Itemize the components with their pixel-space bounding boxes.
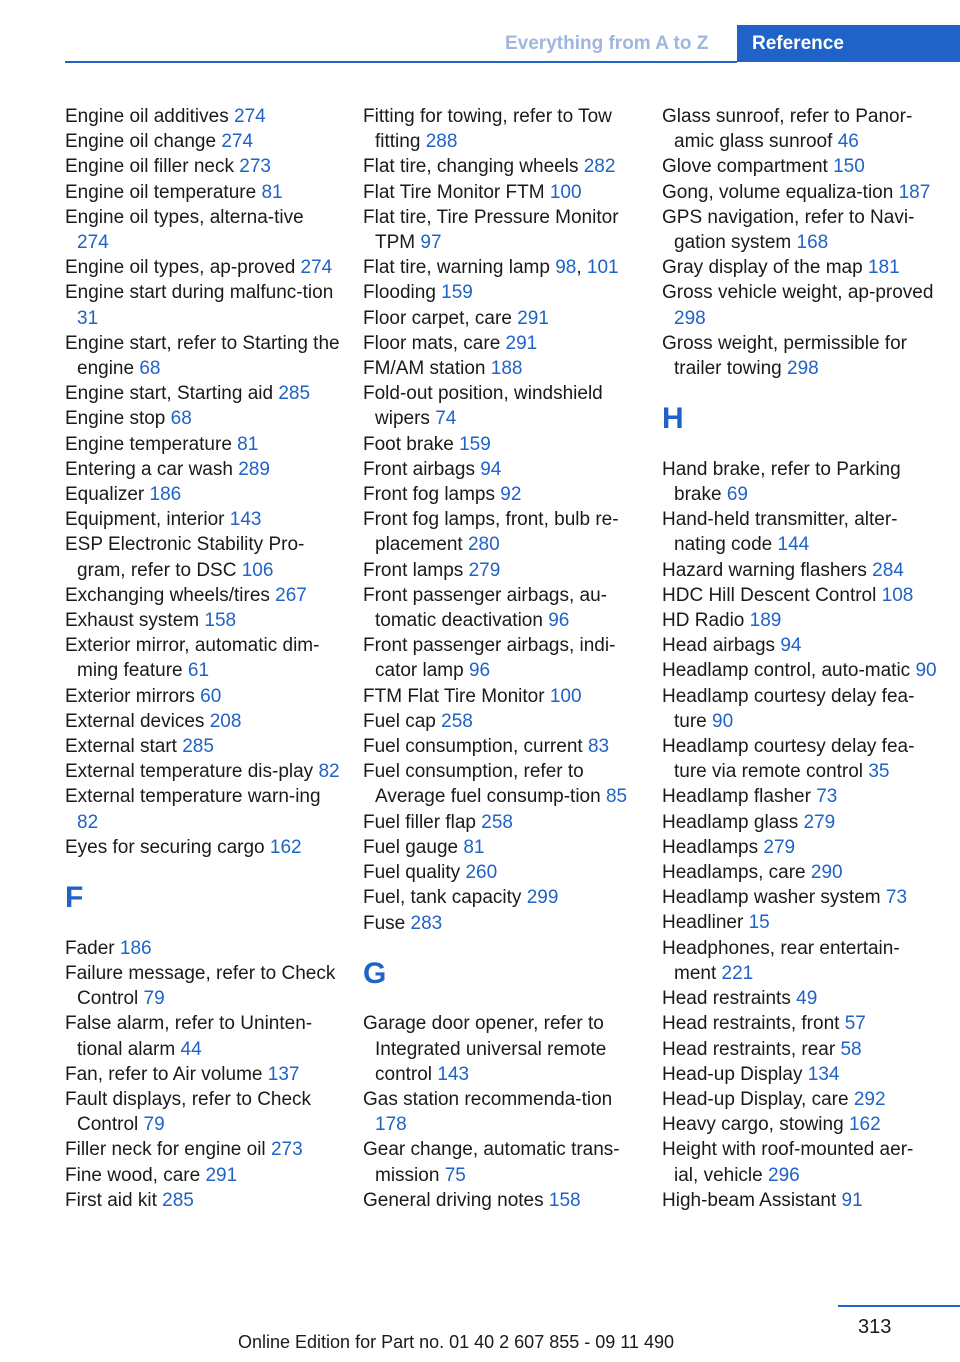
page-link[interactable]: 82 <box>77 811 99 833</box>
index-term: Fuse <box>363 912 406 934</box>
index-entry <box>65 432 340 457</box>
page-link[interactable]: 144 <box>777 534 810 556</box>
index-term: Head airbags <box>662 635 776 657</box>
page-number-rule <box>838 1305 960 1307</box>
index-column-3 <box>662 104 937 1213</box>
index-entry <box>65 1011 340 1061</box>
index-term: Fold-out position, windshield wipers <box>363 383 603 430</box>
index-entry <box>662 658 937 683</box>
page-link[interactable]: 290 <box>810 862 843 884</box>
index-entry <box>363 835 638 860</box>
page-link[interactable]: 298 <box>674 307 706 329</box>
page-link[interactable]: 94 <box>780 635 802 657</box>
index-term: Gross weight, permissible for trailer towing <box>662 332 907 380</box>
index-term: Fuel consumption, current <box>363 736 583 758</box>
page-link[interactable]: 284 <box>872 559 904 581</box>
index-term: High-beam Assistant <box>662 1189 837 1211</box>
page-link[interactable]: 61 <box>187 660 210 682</box>
page-link[interactable]: 178 <box>375 1114 407 1136</box>
index-entry <box>662 784 937 809</box>
index-entry <box>363 457 638 482</box>
index-entry <box>363 558 638 583</box>
page-link[interactable]: 291 <box>517 307 549 329</box>
index-term: Equipment, interior <box>65 509 225 531</box>
index-entry <box>363 860 638 885</box>
index-term: Engine temperature <box>65 433 232 455</box>
page-link[interactable]: 98 <box>555 257 577 279</box>
index-term: GPS navigation, refer to Navi-gation system <box>662 206 915 254</box>
index-term: Hand brake, refer to Parking brake <box>662 458 901 506</box>
index-entry <box>65 255 340 280</box>
index-entry <box>65 532 340 582</box>
index-entry <box>65 633 340 683</box>
index-entry <box>65 1163 340 1188</box>
index-entry <box>662 457 937 507</box>
index-entry <box>65 507 340 532</box>
page-link[interactable]: 83 <box>587 736 610 758</box>
page-link[interactable]: 75 <box>444 1164 466 1186</box>
index-entry <box>65 1087 340 1137</box>
index-term: FM/AM station <box>363 358 486 380</box>
index-entry <box>65 961 340 1011</box>
page-link[interactable]: 296 <box>768 1164 800 1186</box>
page-link[interactable]: 96 <box>548 610 570 632</box>
index-term: Glass sunroof, refer to Panor-amic glass sunroof <box>662 106 913 153</box>
index-term: Garage door opener, refer to Integrated universal remote control <box>363 1013 607 1085</box>
index-entry <box>662 180 937 205</box>
index-entry <box>363 709 638 734</box>
index-entry <box>363 381 638 431</box>
page-link[interactable]: 108 <box>881 584 914 606</box>
page-link[interactable]: 285 <box>162 1189 194 1211</box>
page-link[interactable]: 280 <box>467 534 500 556</box>
index-column-2 <box>363 104 638 1213</box>
index-entry <box>65 608 340 633</box>
page-link[interactable]: 274 <box>221 131 254 153</box>
page-number: 313 <box>858 1316 892 1338</box>
index-term: Fuel, tank capacity <box>363 887 522 909</box>
page-link[interactable]: 274 <box>300 257 333 279</box>
page-link[interactable]: 258 <box>481 811 513 833</box>
page-link[interactable]: 273 <box>239 156 271 178</box>
index-entry <box>662 608 937 633</box>
page-link[interactable]: 94 <box>480 458 502 480</box>
index-term: Floor carpet, care <box>363 307 512 329</box>
index-entry <box>65 734 340 759</box>
index-entry <box>662 633 937 658</box>
page-link[interactable]: 186 <box>149 484 182 506</box>
index-term: Head restraints, rear <box>662 1038 836 1060</box>
index-column-1 <box>65 104 340 1213</box>
index-entry <box>65 684 340 709</box>
page-link[interactable]: 90 <box>915 660 937 682</box>
page-link[interactable]: 69 <box>726 484 748 506</box>
index-entry <box>65 154 340 179</box>
page-link[interactable]: 274 <box>234 106 266 127</box>
index-term: Headlamp courtesy delay fea-ture via remote control <box>662 736 915 783</box>
page-link[interactable]: 291 <box>205 1164 238 1186</box>
index-entry <box>65 1062 340 1087</box>
index-term: Flat tire, warning lamp <box>363 257 550 279</box>
page-link[interactable]: 285 <box>182 736 214 758</box>
index-entry <box>65 457 340 482</box>
index-entry <box>662 1037 937 1062</box>
index-entry <box>363 633 638 683</box>
page-link[interactable]: 288 <box>425 131 458 153</box>
index-entry <box>662 507 937 557</box>
index-entry <box>662 558 937 583</box>
index-term: Front passenger airbags, indi-cator lamp <box>363 635 616 682</box>
index-term: Headlamp washer system <box>662 887 881 909</box>
page-link[interactable]: 168 <box>796 232 829 254</box>
index-letter-heading: G <box>363 956 387 990</box>
index-entry <box>662 835 937 860</box>
index-entry <box>65 381 340 406</box>
index-term: General driving notes <box>363 1189 544 1211</box>
index-entry <box>363 180 638 205</box>
index-entry <box>662 154 937 179</box>
index-term: External devices <box>65 710 205 732</box>
page-link[interactable]: 46 <box>837 131 859 153</box>
page-link[interactable]: 267 <box>275 584 307 606</box>
page-link[interactable]: 31 <box>77 307 99 329</box>
index-entry <box>662 986 937 1011</box>
page-link[interactable]: 299 <box>526 887 559 909</box>
index-term: Front fog lamps <box>363 484 495 506</box>
index-term: Fuel quality <box>363 862 461 884</box>
index-entry <box>662 583 937 608</box>
index-term: Fuel cap <box>363 710 436 732</box>
page-link[interactable]: 189 <box>749 610 782 632</box>
index-term: Gear change, automatic trans-mission <box>363 1139 620 1186</box>
index-entry <box>65 709 340 734</box>
index-entry <box>363 280 638 305</box>
page-link[interactable]: 79 <box>143 988 165 1010</box>
page-link[interactable]: 283 <box>410 912 443 934</box>
page-link[interactable]: 81 <box>237 433 259 455</box>
page-link[interactable]: 100 <box>549 685 582 707</box>
index-term: Front airbags <box>363 458 475 480</box>
page-link[interactable]: 143 <box>229 509 262 531</box>
index-term: HD Radio <box>662 610 745 632</box>
page-link[interactable]: 279 <box>803 811 836 833</box>
page-link[interactable]: 35 <box>868 761 890 783</box>
index-entry <box>363 356 638 381</box>
page-link[interactable]: 187 <box>898 181 931 203</box>
page-link[interactable]: 100 <box>549 181 582 203</box>
index-term: Failure message, refer to Check Control <box>65 962 336 1010</box>
page-link[interactable]: 137 <box>267 1063 300 1085</box>
index-entry <box>363 205 638 255</box>
page-link[interactable]: 274 <box>77 232 109 254</box>
index-entry <box>363 583 638 633</box>
index-entry <box>363 306 638 331</box>
page-link[interactable]: 85 <box>605 786 628 808</box>
index-term: FTM Flat Tire Monitor <box>363 685 545 707</box>
page-link[interactable]: 273 <box>270 1139 303 1161</box>
index-entry <box>65 583 340 608</box>
index-entry <box>65 759 340 784</box>
index-term: Hazard warning flashers <box>662 559 867 581</box>
page-link[interactable]: 279 <box>468 559 501 581</box>
index-entry <box>363 1188 638 1213</box>
index-entry <box>662 810 937 835</box>
page-link[interactable]: 60 <box>200 685 222 707</box>
index-term: Fan, refer to Air volume <box>65 1063 263 1085</box>
index-term: Engine start, Starting aid <box>65 383 274 405</box>
page-link[interactable]: 68 <box>170 408 192 430</box>
index-letter-heading: F <box>65 881 84 915</box>
index-entry <box>662 910 937 935</box>
index-term: HDC Hill Descent Control <box>662 584 877 606</box>
index-entry <box>662 1188 937 1213</box>
section-title: Everything from A to Z <box>505 33 709 54</box>
index-entry <box>363 331 638 356</box>
index-term: Front passenger airbags, au-tomatic deactivation <box>363 584 607 632</box>
index-term: Gong, volume equaliza-tion <box>662 181 894 203</box>
index-entry <box>65 1137 340 1162</box>
index-entry <box>662 684 937 734</box>
index-term: Head-up Display <box>662 1063 803 1085</box>
index-term: External start <box>65 736 177 758</box>
index-term: Filler neck for engine oil <box>65 1139 266 1161</box>
page-link[interactable]: 159 <box>459 433 491 455</box>
page-link[interactable]: 188 <box>490 358 523 380</box>
page-link[interactable]: 82 <box>318 761 340 783</box>
index-entry <box>65 1188 340 1213</box>
index-entry <box>662 936 937 986</box>
page-link[interactable]: 285 <box>278 383 311 405</box>
page-link[interactable]: 221 <box>721 962 754 984</box>
index-term: Headphones, rear entertain-ment <box>662 937 900 984</box>
page-link[interactable]: 91 <box>841 1189 863 1211</box>
index-entry <box>363 154 638 179</box>
index-entry <box>662 885 937 910</box>
index-entry <box>363 432 638 457</box>
index-entry <box>662 1087 937 1112</box>
index-entry <box>363 507 638 557</box>
index-entry <box>65 406 340 431</box>
page-link[interactable]: 292 <box>853 1088 886 1110</box>
page-link[interactable]: 298 <box>787 358 819 380</box>
page-link[interactable]: 186 <box>119 937 152 959</box>
index-entry <box>363 759 638 809</box>
index-term: Fuel consumption, refer to Average fuel consump-tion <box>363 761 601 808</box>
page-link[interactable]: 106 <box>241 559 274 581</box>
index-term: Exchanging wheels/tires <box>65 584 270 606</box>
index-entry <box>662 280 937 330</box>
index-term: Head-up Display, care <box>662 1088 849 1110</box>
index-term: False alarm, refer to Uninten-tional alarm <box>65 1013 313 1060</box>
index-term: Engine oil additives <box>65 106 229 127</box>
page-link[interactable]: 73 <box>816 786 838 808</box>
index-entry <box>363 482 638 507</box>
footer-text: Online Edition for Part no. 01 40 2 607 855 - 09 11 490 <box>238 1332 674 1352</box>
index-term: Engine oil types, ap-proved <box>65 257 296 279</box>
index-term: Flat tire, changing wheels <box>363 156 579 178</box>
index-term: Headlamp flasher <box>662 786 811 808</box>
page-link[interactable]: 74 <box>435 408 457 430</box>
reference-tab: Reference <box>737 25 960 62</box>
index-term: Fine wood, care <box>65 1164 201 1186</box>
index-term: Headliner <box>662 912 744 934</box>
index-entry <box>662 860 937 885</box>
page-link[interactable]: 58 <box>840 1038 862 1060</box>
index-entry <box>65 129 340 154</box>
page-link[interactable]: 81 <box>463 836 485 858</box>
page-link[interactable]: 260 <box>465 862 498 884</box>
index-entry <box>363 1087 638 1137</box>
page-link[interactable]: 158 <box>204 610 237 632</box>
index-term: Engine oil types, alterna-tive <box>65 206 304 228</box>
index-term: Head restraints <box>662 988 791 1010</box>
page-link[interactable]: 96 <box>468 660 491 682</box>
index-term: Fuel filler flap <box>363 811 476 833</box>
page-link[interactable]: 159 <box>441 282 473 304</box>
page-link[interactable]: 150 <box>833 156 865 178</box>
index-term: Fuel gauge <box>363 836 459 858</box>
index-term: Engine start during malfunc-tion <box>65 282 334 304</box>
page-link[interactable]: 134 <box>807 1063 840 1085</box>
index-term: Entering a car wash <box>65 458 233 480</box>
index-term: Foot brake <box>363 433 454 455</box>
page-link[interactable]: 79 <box>143 1114 165 1136</box>
index-term: Headlamp courtesy delay fea-ture <box>662 685 915 732</box>
index-entry <box>363 104 638 154</box>
page-link[interactable]: 81 <box>261 181 283 203</box>
page-link[interactable]: 162 <box>848 1114 881 1136</box>
index-term: Headlamps, care <box>662 862 806 884</box>
index-entry <box>662 104 937 154</box>
index-entry <box>662 1062 937 1087</box>
page-link[interactable]: 101 <box>586 257 619 279</box>
index-entry <box>662 205 937 255</box>
index-entry <box>363 1011 638 1087</box>
index-term: Front lamps <box>363 559 464 581</box>
index-entry <box>65 205 340 255</box>
index-term: Exterior mirror, automatic dim-ming feature <box>65 635 320 682</box>
index-term: Equalizer <box>65 484 145 506</box>
header-rule <box>65 61 737 63</box>
index-term: Height with roof-mounted aer-ial, vehicle <box>662 1139 914 1186</box>
index-term: External temperature dis-play <box>65 761 314 783</box>
index-term: External temperature warn-ing <box>65 786 321 808</box>
index-entry <box>662 1011 937 1036</box>
index-term: Gross vehicle weight, ap-proved <box>662 282 934 304</box>
index-entry <box>662 255 937 280</box>
index-entry <box>363 684 638 709</box>
index-term: Flooding <box>363 282 436 304</box>
index-term: Fault displays, refer to Check Control <box>65 1088 312 1136</box>
index-entry <box>363 734 638 759</box>
index-entry <box>65 482 340 507</box>
index-entry <box>65 784 340 834</box>
index-term: Engine oil change <box>65 131 217 153</box>
index-entry <box>662 734 937 784</box>
page-link[interactable]: 279 <box>763 836 796 858</box>
index-term: Headlamps <box>662 836 759 858</box>
index-entry <box>363 810 638 835</box>
page-link[interactable]: 158 <box>548 1189 581 1211</box>
index-term: Exhaust system <box>65 610 200 632</box>
page-header <box>0 25 960 62</box>
index-term: Fader <box>65 937 115 959</box>
page-link[interactable]: 208 <box>209 710 242 732</box>
index-entry <box>662 331 937 381</box>
page-link[interactable]: 68 <box>139 358 161 380</box>
page-link[interactable]: 143 <box>437 1063 470 1085</box>
index-term: Glove compartment <box>662 156 828 178</box>
index-term: Hand-held transmitter, alter-nating code <box>662 509 898 556</box>
page-link[interactable]: 57 <box>844 1013 866 1035</box>
page-link[interactable]: 73 <box>885 887 908 909</box>
index-term: Engine stop <box>65 408 166 430</box>
page-link[interactable]: 181 <box>867 257 900 279</box>
page-link[interactable]: 97 <box>420 232 442 254</box>
index-term: Headlamp glass <box>662 811 799 833</box>
index-term: Head restraints, front <box>662 1013 840 1035</box>
index-entry <box>363 1137 638 1187</box>
index-entry <box>65 280 340 330</box>
index-term: First aid kit <box>65 1189 157 1211</box>
index-entry <box>65 104 340 129</box>
index-term: Floor mats, care <box>363 332 501 354</box>
index-term: Engine oil filler neck <box>65 156 234 178</box>
index-term: Engine start, refer to Starting the engine <box>65 332 340 380</box>
page-link[interactable]: 289 <box>238 458 270 480</box>
index-term: Headlamp control, auto-matic <box>662 660 911 682</box>
index-term: Heavy cargo, stowing <box>662 1114 844 1136</box>
index-entry <box>363 885 638 910</box>
index-entry <box>65 180 340 205</box>
index-term: Front fog lamps, front, bulb re-placement <box>363 509 619 556</box>
index-term: Fitting for towing, refer to Tow fitting <box>363 106 612 153</box>
page-link[interactable]: 291 <box>505 332 538 354</box>
index-term: Gas station recommenda-tion <box>363 1088 613 1110</box>
page-link[interactable]: 282 <box>583 156 616 178</box>
page-link[interactable]: 90 <box>712 710 734 732</box>
index-term: ESP Electronic Stability Pro-gram, refer to DSC <box>65 534 305 581</box>
index-term: Gray display of the map <box>662 257 863 279</box>
index-entry <box>65 331 340 381</box>
index-entry <box>662 1137 937 1187</box>
index-entry <box>363 911 638 936</box>
index-term: Eyes for securing cargo <box>65 836 265 858</box>
page-link[interactable]: 15 <box>748 912 770 934</box>
index-term: Exterior mirrors <box>65 685 195 707</box>
page-link[interactable]: 49 <box>796 988 818 1010</box>
index-entry <box>65 936 340 961</box>
page-link[interactable]: 258 <box>441 710 473 732</box>
index-term: Engine oil temperature <box>65 181 257 203</box>
index-entry <box>65 835 340 860</box>
index-term: Flat Tire Monitor FTM <box>363 181 545 203</box>
index-letter-heading: H <box>662 402 684 436</box>
page-link[interactable]: 44 <box>180 1038 202 1060</box>
page-link[interactable]: 92 <box>500 484 522 506</box>
index-entry <box>662 1112 937 1137</box>
index-entry: Flat tire, warning lamp 98, 101 <box>363 257 619 279</box>
page-link[interactable]: 162 <box>269 836 302 858</box>
index-term: Flat tire, Tire Pressure Monitor TPM <box>363 206 619 254</box>
